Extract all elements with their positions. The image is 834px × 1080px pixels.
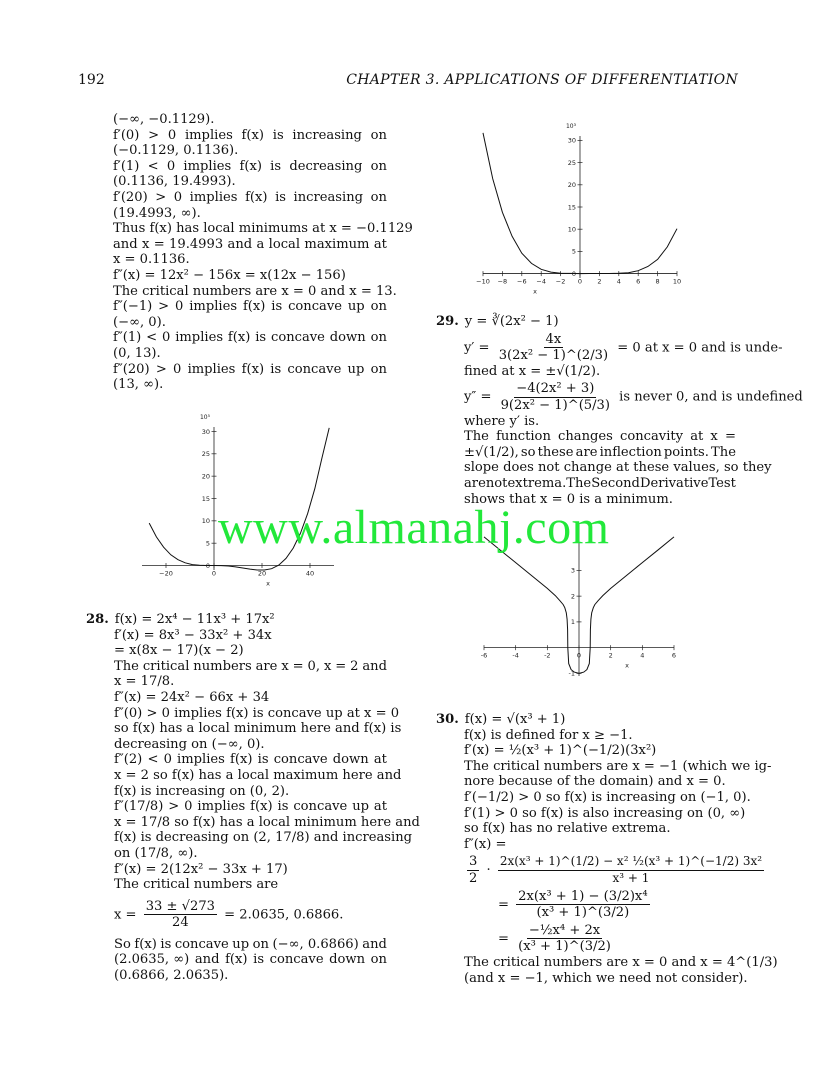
- x-tick-label: −6: [517, 277, 527, 286]
- text-word: f(x): [241, 127, 264, 143]
- step-2-numerator: −½x⁴ + 2x: [528, 922, 601, 938]
- text-line: The critical numbers are: [114, 877, 279, 893]
- text-word: and: [362, 936, 387, 952]
- root-fraction: [144, 899, 217, 931]
- text-line: (0, 13).: [113, 345, 161, 361]
- text-word: are: [575, 444, 598, 460]
- text-word: x: [323, 658, 332, 674]
- text-word: is: [160, 936, 172, 952]
- text-word: f′(1): [113, 158, 140, 174]
- text-line: on (17/8, ∞).: [114, 845, 198, 861]
- root-numerator: 33 ± √273: [145, 898, 215, 914]
- step-1-numerator: 2x(x³ + 1) − (3/2)x⁴: [518, 888, 648, 904]
- step-1-denominator: (x³ + 1)^(3/2): [536, 905, 630, 921]
- text-word: concave: [271, 330, 325, 346]
- text-word: implies: [175, 330, 224, 346]
- text-word: f′(1) > 0 so f(x) is also increasing on (0, ∞): [464, 805, 746, 821]
- y-tick-label: 5: [571, 247, 576, 256]
- y-tick-label: 20: [201, 472, 210, 481]
- y-tick-label: -1: [568, 669, 575, 678]
- text-word: is: [271, 299, 283, 315]
- text-word: down: [329, 330, 366, 346]
- text-word: up: [352, 799, 370, 815]
- text-line: decreasing on (−∞, 0).: [114, 736, 265, 752]
- second-derivative-fraction: [499, 381, 612, 413]
- text-word: 0: [175, 299, 184, 315]
- text-word: extrema.: [507, 475, 567, 491]
- x-tick-label: 4: [616, 277, 621, 286]
- y-tick-label: 0: [571, 269, 576, 278]
- second-derivative-numerator: −4(2x² + 3): [516, 381, 595, 397]
- text-line: = x(8x − 17)(x − 2): [114, 643, 244, 659]
- text-word: 0: [173, 361, 182, 377]
- text-word: implies: [197, 799, 246, 815]
- text-word: is: [253, 952, 265, 968]
- left-column-text: [113, 112, 413, 393]
- problem-29-explanation: [436, 429, 772, 507]
- text-line: so f(x) has no relative extrema.: [464, 821, 671, 837]
- text-word: and: [113, 236, 138, 252]
- text-word: f″(2): [114, 752, 143, 768]
- text-word: 0,: [307, 658, 321, 674]
- x-tick-label: 4: [640, 651, 645, 660]
- equals-sign: =: [498, 931, 509, 947]
- text-word: on: [370, 330, 387, 346]
- text-word: 0: [162, 330, 171, 346]
- problem-28-lines: [86, 627, 420, 893]
- problem-29: [436, 314, 803, 507]
- text-word: f(x) is decreasing on (2, 17/8) and increasing: [114, 830, 413, 846]
- x-tick-label: 2: [608, 651, 613, 660]
- x-tick-label: −4: [536, 277, 546, 286]
- text-line: [114, 952, 387, 968]
- text-word: f(x): [230, 752, 253, 768]
- text-line: [113, 190, 387, 206]
- x-tick-label: −2: [555, 277, 566, 286]
- second-derivative-big: [436, 854, 763, 886]
- text-line: [464, 460, 772, 476]
- text-line: f′(x) = ½(x³ + 1)^(−1/2)(3x²): [464, 743, 657, 759]
- coefficient-fraction: [467, 854, 479, 886]
- y-tick-label: 0: [205, 561, 210, 570]
- big-fraction: [498, 854, 764, 886]
- x-axis-label: x: [266, 579, 270, 588]
- text-line: [464, 954, 778, 971]
- text-line: (−0.1129, 0.1136).: [113, 143, 239, 159]
- simplified-step-1: [436, 889, 736, 921]
- text-word: concavity: [620, 429, 684, 445]
- x-tick-label: 0: [577, 277, 583, 286]
- text-word: 0: [167, 127, 177, 143]
- y-tick-label: 20: [567, 181, 576, 190]
- text-word: a: [256, 236, 265, 252]
- text-word: =: [292, 658, 304, 674]
- text-line: [113, 362, 387, 378]
- text-word: 0: [166, 158, 176, 174]
- x-tick-label: 40: [305, 569, 315, 578]
- text-word: critical: [142, 658, 190, 674]
- text-line: [114, 767, 402, 784]
- text-line: [464, 758, 772, 775]
- text-word: at: [373, 236, 387, 252]
- text-line: [113, 128, 387, 144]
- text-line: f(x) is increasing on (0, 2).: [114, 783, 290, 799]
- text-word: decreasing: [289, 158, 363, 174]
- text-line: shows that x = 0 is a minimum.: [464, 491, 673, 507]
- first-derivative: [436, 331, 783, 364]
- text-word: increasing: [293, 189, 364, 205]
- text-line: x = 17/8.: [114, 674, 175, 690]
- text-line: (−∞, −0.1129).: [113, 112, 215, 127]
- step-1-fraction: [516, 889, 649, 921]
- text-line: f″(x) = 24x² − 66x + 34: [114, 689, 270, 705]
- text-word: 0: [184, 799, 193, 815]
- text-word: f″(1): [113, 330, 142, 346]
- derivative-lhs: y′ =: [464, 340, 490, 356]
- text-line: (13, ∞).: [113, 377, 164, 393]
- text-word: and: [194, 952, 220, 968]
- text-word: f(x): [241, 361, 265, 377]
- x-tick-label: −20: [159, 569, 173, 578]
- text-word: implies: [187, 361, 236, 377]
- text-word: up: [347, 361, 365, 377]
- text-word: >: [155, 189, 167, 205]
- step-2-fraction: [516, 923, 613, 955]
- y-tick-label: 3: [570, 566, 575, 575]
- text-line: [114, 814, 420, 831]
- text-word: implies: [183, 158, 232, 174]
- text-word: <: [146, 330, 158, 346]
- text-line: [114, 937, 387, 953]
- text-word: =: [724, 429, 736, 445]
- problem-30-conclusion: [436, 954, 778, 986]
- text-word: x: [710, 429, 718, 445]
- text-word: The: [464, 429, 489, 445]
- critical-number-formula: [86, 899, 387, 931]
- second-derivative: [436, 381, 803, 413]
- text-word: >: [158, 299, 170, 315]
- text-word: local: [268, 236, 301, 252]
- root-values: = 2.0635, 0.6866.: [224, 907, 344, 923]
- text-line: [114, 721, 402, 737]
- coefficient-numerator: 3: [469, 854, 478, 870]
- text-word: So: [114, 936, 131, 952]
- text-line: [464, 805, 746, 822]
- text-line: (0.1136, 19.4993).: [113, 174, 236, 190]
- text-word: these: [537, 444, 574, 460]
- text-word: 19.4993: [169, 236, 224, 252]
- x-tick-label: -4: [512, 651, 519, 660]
- text-word: =: [335, 658, 347, 674]
- text-word: concave: [287, 361, 342, 377]
- text-word: and: [227, 236, 253, 252]
- x-tick-label: −8: [497, 277, 508, 286]
- text-word: down: [329, 952, 366, 968]
- text-word: 0: [163, 752, 172, 768]
- text-word: points.: [663, 444, 709, 460]
- text-line: The critical numbers are x = 0 and x = 13.: [113, 283, 397, 299]
- y-tick-label: 5: [205, 539, 210, 548]
- text-word: up: [347, 299, 365, 315]
- x-axis-label: x: [625, 661, 629, 670]
- text-line: nore because of the domain) and x = 0.: [464, 774, 726, 790]
- text-word: on: [370, 189, 387, 205]
- text-word: (2.0635, ∞): [114, 952, 190, 968]
- text-line: [113, 330, 387, 346]
- text-line: [114, 799, 387, 815]
- text-word: concave: [293, 799, 348, 815]
- text-word: f(x): [225, 952, 248, 968]
- y-tick-label: 15: [201, 494, 210, 503]
- text-word: at: [373, 799, 387, 815]
- text-word: at: [690, 429, 704, 445]
- text-line: [113, 221, 413, 237]
- text-word: inflection: [599, 444, 662, 460]
- text-word: The critical numbers are x = 0 and x = 4^(1/3): [464, 954, 778, 970]
- x-tick-label: -2: [544, 651, 551, 660]
- undefined-points: fined at x = ±√(1/2).: [464, 363, 601, 379]
- problem-30-lines: [436, 727, 772, 853]
- x-tick-label: 6: [636, 277, 641, 286]
- scale-label: 10⁵: [199, 414, 210, 421]
- x-tick-label: 10: [672, 277, 682, 286]
- text-word: 0: [173, 189, 183, 205]
- y-tick-label: 25: [567, 158, 576, 167]
- big-denominator: x³ + 1: [612, 870, 650, 885]
- text-word: is: [257, 752, 269, 768]
- text-line: [114, 752, 387, 768]
- simplified-step-2: [436, 923, 736, 955]
- text-line: (and x = −1, which we need not consider).: [464, 970, 748, 986]
- text-line: f′(x) = 8x³ − 33x² + 34x: [114, 627, 272, 643]
- text-word: is: [270, 158, 282, 174]
- second-derivative-rhs: is never 0, and is undefined: [619, 389, 803, 405]
- equals-sign: =: [498, 897, 509, 913]
- y-tick-label: 15: [567, 203, 576, 212]
- problem-number: 30.: [436, 712, 459, 727]
- y-tick-label: 25: [201, 450, 210, 459]
- text-word: concave: [288, 299, 342, 315]
- y-tick-label: 30: [567, 136, 576, 145]
- text-line: (−∞, 0).: [113, 314, 166, 330]
- text-line: [114, 659, 387, 675]
- text-line: [113, 237, 387, 253]
- text-word: on: [370, 361, 387, 377]
- text-word: The: [114, 658, 139, 674]
- derivative-fraction: [497, 332, 610, 364]
- text-word: Thus f(x) has local minimums at x = −0.1129: [113, 221, 413, 237]
- text-line: f(x) is defined for x ≥ −1.: [464, 727, 633, 743]
- text-word: implies: [184, 127, 233, 143]
- x-tick-label: 0: [211, 569, 217, 578]
- page-number: 192: [78, 72, 105, 88]
- text-line: f″(x) = 2(12x² − 33x + 17): [114, 861, 288, 877]
- text-word: function: [496, 429, 551, 445]
- text-word: up: [232, 936, 250, 952]
- x-tick-label: 8: [655, 277, 660, 286]
- text-word: x = 2 so f(x) has a local maximum here and: [114, 767, 402, 783]
- derivative-denominator: 3(2x² − 1)^(2/3): [498, 348, 609, 364]
- chart-right-top: [475, 108, 685, 300]
- text-word: is: [270, 361, 282, 377]
- formula-lhs: x =: [114, 907, 137, 923]
- derivative-rhs: = 0 at x = 0 and is unde-: [617, 340, 783, 356]
- text-word: f(x): [245, 189, 268, 205]
- text-word: f(x): [134, 936, 157, 952]
- text-word: on: [370, 158, 387, 174]
- function-definition: y = ∛(2x² − 1): [464, 314, 559, 329]
- text-line: x = 0.1136.: [113, 252, 190, 268]
- problem-28-conclusion: [86, 937, 387, 984]
- text-word: on: [370, 299, 387, 315]
- text-word: slope does not change at these values, so they: [464, 460, 772, 476]
- text-word: is: [272, 127, 284, 143]
- text-line: [114, 830, 413, 846]
- problem-28-statement: f(x) = 2x⁴ − 11x³ + 17x²: [114, 612, 275, 627]
- text-word: x = 17/8 so f(x) has a local minimum here and: [114, 814, 420, 830]
- big-numerator: 2x(x³ + 1)^(1/2) − x² ½(x³ + 1)^(−1/2) 3x²: [498, 854, 764, 871]
- text-line: [113, 299, 387, 315]
- text-word: is: [255, 330, 267, 346]
- text-word: f″(17/8): [114, 799, 164, 815]
- text-word: 2: [350, 658, 359, 674]
- text-line: [464, 789, 751, 806]
- y-tick-label: 30: [201, 427, 210, 436]
- text-word: <: [147, 752, 159, 768]
- text-word: f″(0) > 0 implies f(x) is concave up at x = 0: [114, 705, 400, 721]
- text-word: x: [141, 236, 150, 252]
- text-word: f′(20): [113, 189, 148, 205]
- text-word: Test: [708, 475, 736, 491]
- y-tick-label: 1: [570, 618, 575, 627]
- second-derivative-denominator: 9(2x² − 1)^(5/3): [500, 397, 610, 413]
- text-word: f″(−1): [113, 299, 153, 315]
- y-tick-label: 10: [567, 225, 576, 234]
- text-word: Derivative: [639, 475, 709, 491]
- x-tick-label: -6: [480, 651, 488, 660]
- text-word: increasing: [292, 127, 362, 143]
- text-word: =: [153, 236, 165, 252]
- text-word: The: [566, 475, 592, 491]
- x-tick-label: 20: [257, 569, 267, 578]
- x-tick-label: −10: [476, 277, 490, 286]
- y-tick-label: 10: [201, 517, 210, 526]
- text-word: concave: [174, 936, 229, 952]
- text-word: f″(20): [113, 361, 150, 377]
- text-word: f(x): [242, 299, 266, 315]
- scale-label: 10³: [565, 123, 576, 130]
- text-line: [464, 445, 736, 461]
- text-line: f″(x) =: [464, 836, 507, 852]
- problem-28: [86, 612, 420, 984]
- text-line: [464, 429, 736, 445]
- chapter-title: CHAPTER 3. APPLICATIONS OF DIFFERENTIATION: [346, 72, 738, 88]
- text-word: at: [373, 752, 387, 768]
- text-word: are: [255, 658, 278, 674]
- text-word: not: [485, 475, 508, 491]
- y-tick-label: 2: [570, 592, 575, 601]
- text-word: f(x): [250, 799, 273, 815]
- text-word: on: [370, 952, 387, 968]
- problem-number: 29.: [436, 314, 459, 329]
- text-word: on: [252, 936, 269, 952]
- text-word: and: [362, 658, 387, 674]
- text-line: [114, 705, 400, 722]
- coefficient-denominator: 2: [469, 870, 478, 886]
- text-word: on: [370, 127, 387, 143]
- x-axis-label: x: [533, 287, 537, 296]
- text-line: [464, 476, 736, 492]
- text-word: concave: [273, 752, 328, 768]
- chart-left-polynomial: [138, 400, 338, 592]
- problem-number: 28.: [86, 612, 109, 627]
- text-word: The: [711, 444, 736, 460]
- text-word: f′(−1/2) > 0 so f(x) is increasing on (−1, 0).: [464, 789, 751, 805]
- text-word: so: [520, 444, 536, 460]
- text-word: are: [464, 475, 486, 491]
- watermark: www.almanahj.com: [218, 501, 610, 554]
- text-word: f(x): [227, 330, 251, 346]
- text-word: The critical numbers are x = −1 (which we ig-: [464, 758, 772, 774]
- text-word: concave: [269, 952, 324, 968]
- text-line: (19.4993, ∞).: [113, 205, 201, 221]
- derivative-numerator: 4x: [545, 331, 562, 347]
- text-word: implies: [177, 752, 225, 768]
- text-word: down: [332, 752, 369, 768]
- text-line: [113, 159, 387, 175]
- undefined-note: where y′ is.: [464, 413, 540, 429]
- text-word: (−∞, 0.6866): [272, 936, 359, 952]
- x-tick-label: 2: [597, 277, 602, 286]
- text-word: f(x): [239, 158, 262, 174]
- text-line: f″(x) = 12x² − 156x = x(12x − 156): [113, 267, 346, 283]
- text-word: f′(0): [113, 127, 140, 143]
- text-word: is: [275, 189, 286, 205]
- text-word: implies: [189, 189, 238, 205]
- text-word: changes: [558, 429, 613, 445]
- multiplication-dot: ·: [486, 862, 491, 878]
- text-word: <: [147, 158, 159, 174]
- text-word: is: [277, 799, 289, 815]
- text-line: (0.6866, 2.0635).: [114, 968, 229, 984]
- text-word: >: [155, 361, 167, 377]
- root-denominator: 24: [172, 915, 189, 931]
- text-word: maximum: [304, 236, 370, 252]
- text-word: >: [148, 127, 160, 143]
- text-word: implies: [189, 299, 238, 315]
- text-word: numbers: [193, 658, 252, 674]
- second-derivative-lhs: y″ =: [464, 389, 492, 405]
- text-word: x: [281, 658, 289, 674]
- text-word: ±√(1/2),: [464, 444, 519, 460]
- x-tick-label: 0: [576, 651, 582, 660]
- text-word: Second: [591, 475, 640, 491]
- problem-30-statement: f(x) = √(x³ + 1): [464, 712, 566, 727]
- step-2-denominator: (x³ + 1)^(3/2): [518, 939, 611, 955]
- text-word: so f(x) has a local minimum here and f(x) is: [114, 721, 402, 737]
- x-tick-label: 6: [671, 651, 677, 660]
- problem-30: [436, 712, 778, 986]
- text-word: >: [168, 799, 180, 815]
